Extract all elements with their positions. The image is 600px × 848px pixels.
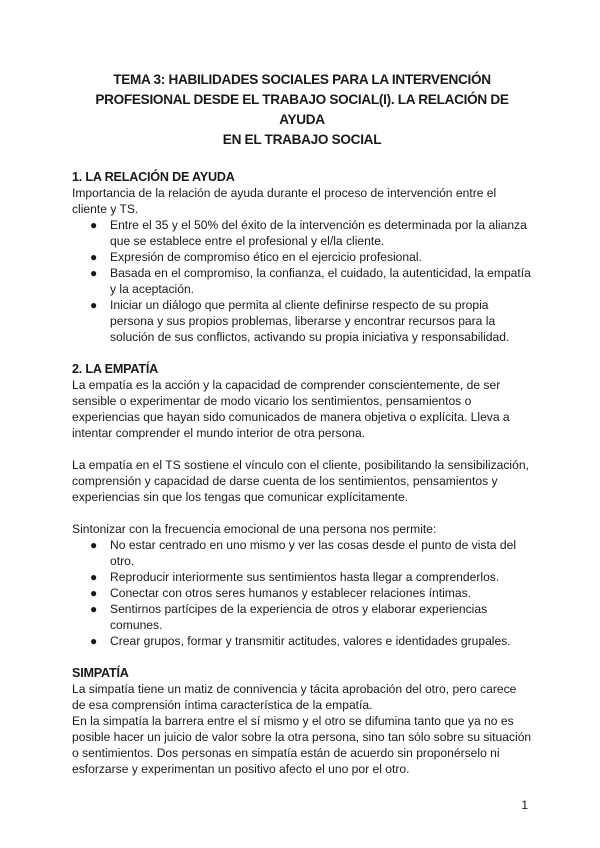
section2-bullet-list: [72, 537, 532, 649]
list-item-text: Crear grupos, formar y transmitir actitudes, valores e identidades grupales.: [110, 634, 511, 648]
list-item: [90, 265, 532, 297]
list-item-text: Expresión de compromiso ético en el ejercicio profesional.: [110, 250, 422, 264]
list-item: [90, 601, 532, 633]
bullet-icon: ●: [90, 266, 98, 280]
list-item: [90, 217, 532, 249]
bullet-icon: ●: [90, 218, 98, 232]
list-item: [90, 585, 532, 601]
page-number: 1: [521, 798, 528, 812]
title-line: TEMA 3: HABILIDADES SOCIALES PARA LA INTERVENCIÓN: [113, 72, 491, 87]
list-item-text: No estar centrado en uno mismo y ver las cosas desde el punto de vista del otro.: [110, 538, 517, 568]
list-item: [90, 537, 532, 569]
section2-paragraph-2: La empatía en el TS sostiene el vínculo con el cliente, posibilitando la sensibilización, comprensión y capacidad de darse cuenta de los sentimientos, pensamientos y experiencias sin que los tengas que comunicar explícitamente.: [72, 458, 529, 504]
list-item: [90, 569, 532, 585]
section-heading-relacion-ayuda: 1. LA RELACIÓN DE AYUDA: [72, 170, 235, 184]
bullet-icon: ●: [90, 602, 98, 616]
bullet-icon: ●: [90, 298, 98, 312]
section-heading-simpatia: SIMPATÍA: [72, 666, 129, 680]
bullet-icon: ●: [90, 250, 98, 264]
section1-intro: Importancia de la relación de ayuda durante el proceso de intervención entre el cliente y TS.: [72, 186, 497, 216]
bullet-icon: ●: [90, 570, 98, 584]
list-item: [90, 633, 532, 649]
section2-paragraph-1: La empatía es la acción y la capacidad de comprender conscientemente, de ser sensible o experimentar de modo vicario los sentimientos, pensamientos o experiencias que hayan sido comunicados de manera objetiva o explícita. Lleva a intentar comprender el mundo interior de otra persona.: [72, 378, 510, 440]
document-title: [72, 70, 532, 150]
list-item-text: Sentirnos partícipes de la experiencia de otros y elaborar experiencias comunes.: [110, 602, 488, 632]
title-line: EN EL TRABAJO SOCIAL: [222, 132, 382, 147]
list-item-text: Iniciar un diálogo que permita al cliente definirse respecto de su propia persona y sus propios problemas, liberarse y encontrar recursos para la solución de sus conflictos, activando su propia iniciativa y responsabilidad.: [110, 298, 510, 344]
list-item: [90, 297, 532, 345]
list-item: [90, 249, 532, 265]
section3-paragraph-1: La simpatía tiene un matiz de connivencia y tácita aprobación del otro, pero carece de esa comprensión íntima característica de la empatía.: [72, 682, 517, 712]
list-item-text: Conectar con otros seres humanos y establecer relaciones íntimas.: [110, 586, 471, 600]
list-item-text: Basada en el compromiso, la confianza, el cuidado, la autenticidad, la empatía y la aceptación.: [110, 266, 531, 296]
section2-paragraph-3: Sintonizar con la frecuencia emocional de una persona nos permite:: [72, 522, 437, 536]
title-line: PROFESIONAL DESDE EL TRABAJO SOCIAL(I). LA RELACIÓN DE AYUDA: [95, 92, 509, 127]
section1-bullet-list: [72, 217, 532, 345]
section3-paragraph-2: En la simpatía la barrera entre el sí mismo y el otro se difumina tanto que ya no es posible hacer un juicio de valor sobre la otra persona, sino tan sólo sobre su situación o sentimientos. Dos personas en simpatía están de acuerdo sin proponérselo ni esforzarse y experimentan un positivo afecto el uno por el otro.: [72, 714, 532, 776]
list-item-text: Reproducir interiormente sus sentimientos hasta llegar a comprenderlos.: [110, 570, 500, 584]
bullet-icon: ●: [90, 634, 98, 648]
document-page: [72, 70, 532, 777]
bullet-icon: ●: [90, 586, 98, 600]
bullet-icon: ●: [90, 538, 98, 552]
list-item-text: Entre el 35 y el 50% del éxito de la intervención es determinada por la alianza que se establece entre el profesional y el/la cliente.: [110, 218, 527, 248]
section-heading-empatia: 2. LA EMPATÍA: [72, 362, 159, 376]
